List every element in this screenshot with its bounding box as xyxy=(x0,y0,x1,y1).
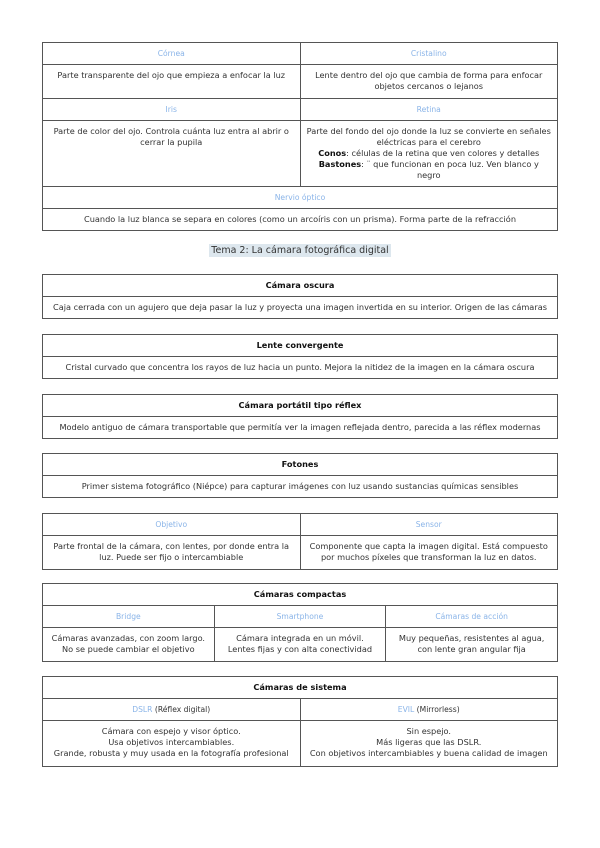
bastones-label: Bastones xyxy=(318,159,362,169)
fotones-desc: Primer sistema fotográfico (Niépce) para capturar imágenes con luz usando sustancias químicas sensibles xyxy=(43,476,558,498)
dslr-desc: Cámara con espejo y visor óptico. Usa objetivos intercambiables. Grande, robusta y muy usada en la fotografía profesional xyxy=(43,721,301,767)
retina-desc-text: Parte del fondo del ojo donde la luz se convierte en señales eléctricas para el cerebro xyxy=(306,126,551,147)
sensor-header: Sensor xyxy=(300,514,558,536)
compactas-header: Cámaras compactas xyxy=(43,584,558,606)
retina-header: Retina xyxy=(300,99,558,121)
bridge-header: Bridge xyxy=(43,606,215,628)
evil-desc: Sin espejo. Más ligeras que las DSLR. Con objetivos intercambiables y buena calidad de imagen xyxy=(300,721,558,767)
accion-desc: Muy pequeñas, resistentes al agua, con lente gran angular fija xyxy=(386,628,558,662)
lente-header: Lente convergente xyxy=(43,335,558,357)
conos-label: Conos xyxy=(318,148,347,158)
lente-table xyxy=(42,334,558,379)
conos-line xyxy=(307,148,552,159)
sensor-desc: Componente que capta la imagen digital. Está compuesto por muchos píxeles que transforman la luz en datos. xyxy=(300,536,558,570)
iris-header: Iris xyxy=(43,99,301,121)
nervio-desc: Cuando la luz blanca se separa en colores (como un arcoíris con un prisma). Forma parte de la refracción xyxy=(43,209,558,231)
dslr-name: DSLR xyxy=(132,705,153,714)
bastones-line xyxy=(307,159,552,181)
dslr-suffix: (Réflex digital) xyxy=(152,705,211,714)
bridge-desc: Cámaras avanzadas, con zoom largo. No se puede cambiar el objetivo xyxy=(43,628,215,662)
cristalino-desc: Lente dentro del ojo que cambia de forma para enfocar objetos cercanos o lejanos xyxy=(300,65,558,99)
objetivo-desc: Parte frontal de la cámara, con lentes, por donde entra la luz. Puede ser fijo o intercambiable xyxy=(43,536,301,570)
cristalino-header: Cristalino xyxy=(300,43,558,65)
compactas-table xyxy=(42,583,558,662)
sistema-table xyxy=(42,676,558,767)
fotones-header: Fotones xyxy=(43,454,558,476)
cornea-header: Córnea xyxy=(43,43,301,65)
smartphone-desc: Cámara integrada en un móvil. Lentes fijas y con alta conectividad xyxy=(214,628,386,662)
nervio-header: Nervio óptico xyxy=(43,187,558,209)
iris-desc: Parte de color del ojo. Controla cuánta luz entra al abrir o cerrar la pupila xyxy=(43,121,301,187)
reflex-header: Cámara portátil tipo réflex xyxy=(43,395,558,417)
reflex-desc: Modelo antiguo de cámara transportable que permitía ver la imagen reflejada dentro, parecida a las réflex modernas xyxy=(43,417,558,439)
fotones-table xyxy=(42,453,558,498)
camara-oscura-table xyxy=(42,274,558,319)
bastones-desc: : ¨ que funcionan en poca luz. Ven blanco y negro xyxy=(361,159,539,180)
cornea-desc: Parte transparente del ojo que empieza a enfocar la luz xyxy=(43,65,301,99)
sistema-header: Cámaras de sistema xyxy=(43,677,558,699)
camara-oscura-header: Cámara oscura xyxy=(43,275,558,297)
eye-parts-table xyxy=(42,42,558,231)
reflex-table xyxy=(42,394,558,439)
section-title: Tema 2: La cámara fotográfica digital xyxy=(211,245,389,256)
evil-suffix: (Mirrorless) xyxy=(414,705,460,714)
camara-oscura-desc: Caja cerrada con un agujero que deja pasar la luz y proyecta una imagen invertida en su interior. Origen de las cámaras xyxy=(43,297,558,319)
retina-desc xyxy=(300,121,558,187)
accion-header: Cámaras de acción xyxy=(386,606,558,628)
objetivo-header: Objetivo xyxy=(43,514,301,536)
smartphone-header: Smartphone xyxy=(214,606,386,628)
lente-desc: Cristal curvado que concentra los rayos de luz hacia un punto. Mejora la nitidez de la imagen en la cámara oscura xyxy=(43,357,558,379)
dslr-header xyxy=(43,699,301,721)
objetivo-sensor-table xyxy=(42,513,558,570)
evil-header xyxy=(300,699,558,721)
conos-desc: : células de la retina que ven colores y detalles xyxy=(346,148,540,158)
evil-name: EVIL xyxy=(397,705,415,714)
